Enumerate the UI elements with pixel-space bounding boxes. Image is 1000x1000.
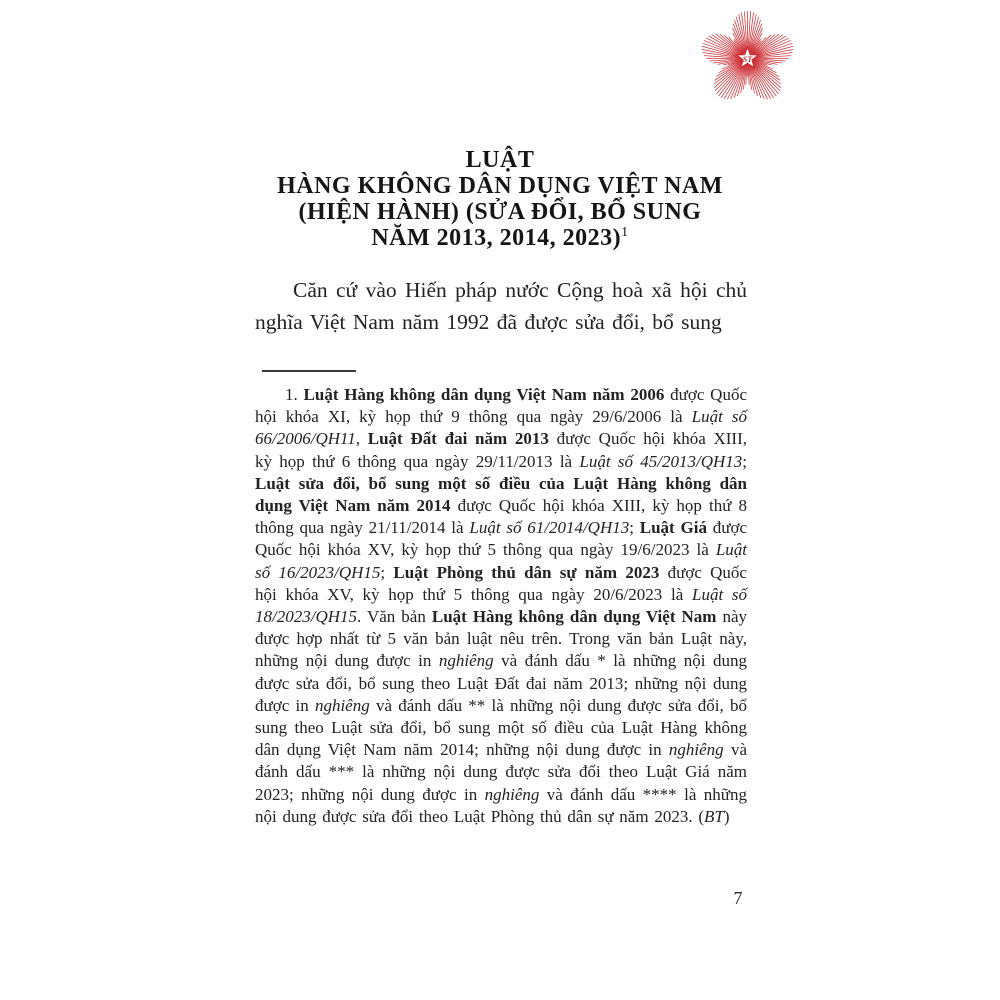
page-title [230,147,770,251]
footnote-segment: . Văn bản [357,607,432,627]
footnote-segment: này được hợp nhất từ 5 văn bản luật nêu trên. Trong văn bản Luật này, những nội dung được in [255,607,747,671]
footnote-segment: được Quốc hội khóa XIII, kỳ họp thứ 8 thông qua ngày 21/11/2014 là [255,496,747,538]
footnote-segment: Luật sửa đổi, bổ sung một số điều của Luật Hàng không dân dụng Việt Nam năm 2014 [255,473,747,516]
footnote-segment: được Quốc hội khóa XV, kỳ họp thứ 5 thông qua ngày 20/6/2023 là [255,562,747,604]
footnote-segment: được Quốc hội khóa XIII, kỳ họp thứ 6 thông qua ngày 29/11/2013 là [255,429,747,471]
footnote-segment: 1. [285,385,304,404]
footnote-segment: ) [723,806,730,826]
footnote-segment: Luật Giá [639,518,707,538]
footnote-segment: và đánh dấu **** là những nội dung được sửa đổi theo Luật Phòng thủ dân sự năm 2023. ( [255,784,747,826]
footnote-text [255,384,747,828]
footnote-segment: được Quốc hội khóa XI, kỳ họp thứ 9 thông qua ngày 29/6/2006 là [255,385,748,427]
footnote-segment: ; [629,518,640,538]
footnote-reference-superscript: 1 [621,225,629,240]
publisher-logo [700,10,795,105]
footnote-segment: Luật số 61/2014/QH13 [469,518,630,538]
footnote-segment: ; [742,451,748,471]
page-number: 7 [733,888,743,908]
title-line-3: (HIỆN HÀNH) (SỬA ĐỔI, BỔ SUNG [298,199,702,225]
title-line-2: HÀNG KHÔNG DÂN DỤNG VIỆT NAM [277,173,723,199]
footnote-segment: nghiêng [314,695,370,715]
footnote-segment: và đánh dấu ** là những nội dung được sửa đổi, bổ sung theo Luật sửa đổi, bổ sung một số điều của Luật Hàng không dân dụng Việt Nam năm 2014; những nội dung được in [255,695,747,760]
footnote-segment: Luật Đất đai năm 2013 [367,429,549,449]
footnote-separator-rule [262,370,356,372]
footnote-segment: ; [380,562,394,582]
footnote-segment: được Quốc hội khóa XV, kỳ họp thứ 5 thông qua ngày 19/6/2023 là [255,518,747,560]
title-line-4-text: NĂM 2013, 2014, 2023) [371,225,622,251]
footnote-segment [360,429,368,448]
body-paragraph: Căn cứ vào Hiến pháp nước Cộng hoà xã hội chủ nghĩa Việt Nam năm 1992 đã được sửa đổi, bổ sung [255,278,747,334]
footnote-segment: và đánh dấu * là những nội dung được sửa đổi, bổ sung theo Luật Đất đai năm 2013; những nội dung được in [255,651,748,715]
starburst-star-emblem-icon [700,10,795,105]
footnote-segment: Luật Hàng không dân dụng Việt Nam năm 2006 [303,385,665,404]
footnote-segment: Luật số 16/2023/QH15 [255,540,747,582]
footnote-segment: BT [703,806,724,826]
footnote-segment: và đánh dấu *** là những nội dung được sửa đổi theo Luật Giá năm 2023; những nội dung được in [255,740,748,804]
footnote-segment: nghiêng [484,784,540,804]
footnote-segment: Luật số 66/2006/QH11, [255,407,747,449]
footnote-segment: Luật Hàng không dân dụng Việt Nam [431,607,717,627]
footnote-segment: nghiêng [438,651,494,671]
footnote-segment: Luật Phòng thủ dân sự năm 2023 [393,562,660,582]
title-line-4 [230,225,770,251]
title-line-1: LUẬT [465,147,535,173]
logo-monogram: ST [742,54,753,64]
footnote-segment: Luật số 18/2023/QH15 [255,584,747,627]
footnote-segment: nghiêng [668,740,724,760]
footnote-segment: Luật số 45/2013/QH13 [579,451,743,471]
